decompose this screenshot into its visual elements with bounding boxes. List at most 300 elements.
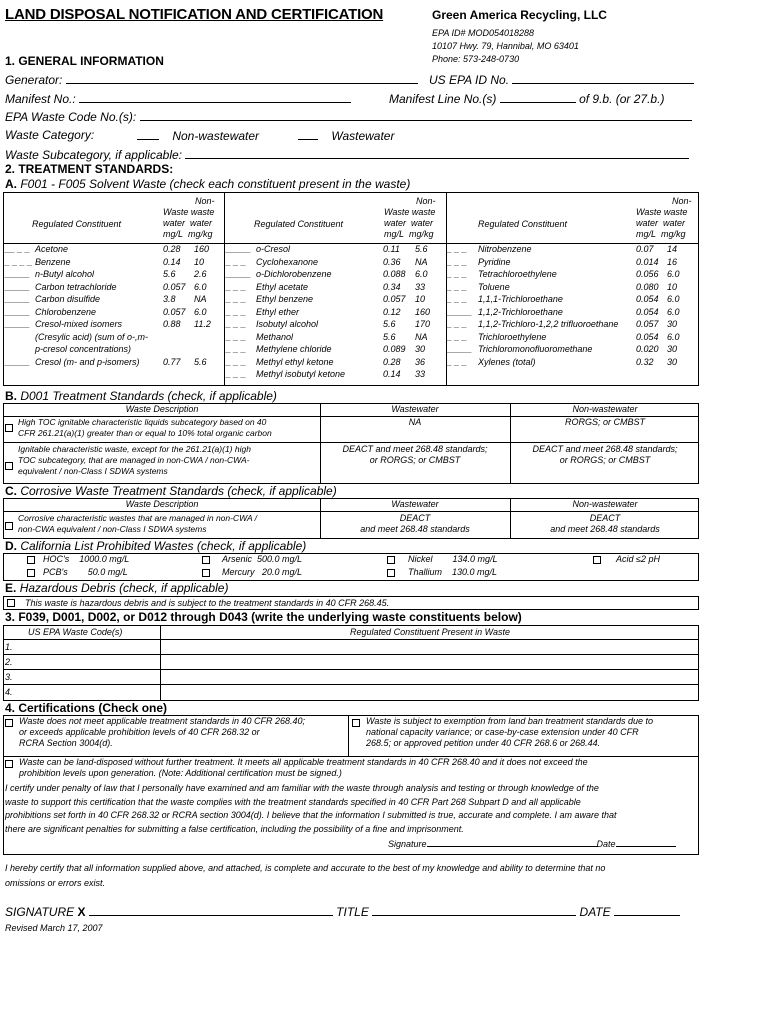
arsenic-value: 500.0 mg/L (257, 554, 303, 564)
table-divider (160, 626, 161, 700)
nonwastewater-value: 160 (194, 244, 210, 254)
acid-label: Acid ≤2 pH (616, 554, 660, 564)
hdr-non: Non- (416, 196, 436, 206)
c-desc-line: non-CWA equivalent / non-Class I SDWA systems (18, 524, 207, 534)
epa-id: EPA ID# MOD054018288 (432, 28, 535, 38)
nickel-label: Nickel (408, 554, 433, 564)
generator-row (5, 72, 425, 87)
nonwastewater-value: 33 (415, 369, 426, 379)
constituent-name: Cresol-mixed isomers (35, 319, 123, 329)
title-field[interactable] (372, 904, 576, 916)
general-heading: 1. GENERAL INFORMATION (5, 54, 164, 68)
company-address: 10107 Hwy. 79, Hannibal, MO 63401 (432, 41, 579, 51)
constituent-check-blank[interactable]: __ _ _ (5, 244, 31, 254)
constituent-name: (Cresylic acid) (sum of o-,m- (35, 331, 149, 342)
wastewater-value: 0.054 (636, 306, 659, 317)
hdr-water2: water (411, 218, 434, 228)
constituent-name: Benzene (35, 256, 71, 267)
constituent-check-blank[interactable]: _ _ _ (226, 281, 247, 292)
b-header-nww: Non-wastewater (572, 404, 638, 414)
company-phone: Phone: 573-248-0730 (432, 54, 520, 64)
subcategory-label: Waste Subcategory, if applicable: (5, 148, 182, 162)
cert2-line: national capacity variance; or case-by-case extension under 40 CFR (366, 727, 639, 737)
cert2-text (366, 716, 653, 749)
nonwastewater-value: NA (415, 331, 428, 342)
mercury-value: 20.0 mg/L (262, 567, 303, 577)
nickel-item (408, 553, 498, 566)
constituent-name: Toluene (478, 281, 510, 292)
nonwastewater-value: NA (194, 294, 207, 304)
company-name: Green America Recycling, LLC (432, 8, 607, 22)
treatment-heading: 2. TREATMENT STANDARDS: (5, 162, 174, 176)
constituent-name: Nitrobenzene (478, 244, 532, 254)
section-d-text: California List Prohibited Wastes (check, if applicable) (20, 539, 307, 553)
subcategory-field[interactable] (185, 147, 689, 159)
section-d-title (5, 539, 306, 553)
nonwastewater-value: 170 (415, 319, 431, 329)
manifest-no-field[interactable] (79, 91, 351, 103)
section-4-heading: 4. Certifications (Check one) (5, 701, 168, 715)
mercury-item (222, 566, 302, 579)
c-header-nww: Non-wastewater (572, 499, 638, 509)
section-e-label: E. (5, 581, 17, 595)
hdr-mgl: mg/L (163, 229, 184, 239)
thallium-checkbox[interactable] (387, 569, 395, 577)
wastewater-value: 0.36 (383, 256, 401, 267)
wastewater-value: 0.32 (636, 356, 654, 367)
constituent-check-blank[interactable]: _ _ _ (226, 256, 247, 267)
b-row2-nww-line: or RORGS; or CMBST (559, 455, 651, 465)
nonwastewater-value: 160 (415, 306, 431, 317)
nonwastewater-value: 30 (667, 356, 678, 367)
hdr-water: water (636, 218, 659, 228)
manifest-no-label: Manifest No.: (5, 92, 76, 106)
wastewater-label: Wastewater (331, 129, 395, 143)
pcbs-checkbox[interactable] (27, 569, 35, 577)
constituent-name: Carbon tetrachloride (35, 281, 117, 292)
constituent-name: Chlorobenzene (35, 306, 97, 317)
constituent-name: Trichloroethylene (478, 331, 547, 342)
constituent-name: Tetrachloroethylene (478, 269, 557, 279)
b-row1-desc-line: High TOC ignitable characteristic liquids subcategory based on 40 (18, 417, 267, 427)
waste-category-label: Waste Category: (5, 128, 95, 142)
hdr-waste2: waste (411, 207, 436, 217)
constituent-name: Carbon disulfide (35, 294, 101, 304)
nonwastewater-value: 30 (667, 319, 678, 329)
wastewater-value: 0.054 (636, 294, 659, 304)
nonwastewater-value: 16 (667, 256, 678, 267)
nonwastewater-value: 11.2 (194, 319, 211, 329)
hocs-value: 1000.0 mg/L (79, 554, 130, 564)
constituent-check-blank[interactable]: _ _ _ (226, 331, 247, 342)
revised-date: Revised March 17, 2007 (5, 923, 103, 933)
generator-field[interactable] (66, 72, 418, 84)
constituent-check-blank[interactable]: _ _ _ (226, 319, 247, 329)
b-row2-nww-line: DEACT and meet 268.48 standards; (532, 444, 678, 454)
pcbs-label: PCB's (43, 567, 68, 577)
section-3-heading: 3. F039, D001, D002, or D012 through D043 (write the underlying waste constituents below) (5, 610, 522, 624)
table-divider (348, 716, 349, 756)
s3-row-num: 2. (5, 657, 13, 667)
constituent-name: Methyl ethyl ketone (256, 356, 334, 367)
nonwastewater-value: 6.0 (667, 331, 680, 342)
nonwastewater-label: Non-wastewater (172, 129, 260, 143)
constituent-check-blank[interactable]: _ _ _ (447, 331, 468, 342)
constituent-name: Xylenes (total) (478, 356, 536, 367)
wastewater-value: 0.057 (163, 306, 186, 317)
constituent-check-blank[interactable]: _____ (447, 306, 473, 317)
constituent-check-blank[interactable]: _____ (226, 244, 252, 254)
b-row1-checkbox[interactable] (5, 424, 13, 432)
constituent-check-blank[interactable]: _____ (5, 294, 31, 304)
nonwastewater-value: NA (415, 256, 428, 267)
c-ww (320, 513, 510, 535)
wastewater-value: 0.014 (636, 256, 659, 267)
table-divider (4, 639, 698, 640)
footer-signature-row (5, 904, 680, 919)
wastewater-value: 0.080 (636, 281, 659, 292)
wastewater-value: 0.054 (636, 331, 659, 342)
signature-x-mark: X (77, 905, 86, 919)
cert2-checkbox[interactable] (352, 719, 360, 727)
nonwastewater-value: 2.6 (194, 269, 207, 279)
section-e-title (5, 581, 228, 595)
b-row1-desc (18, 417, 272, 439)
wastewater-value: 0.28 (163, 244, 181, 254)
constituent-check-blank[interactable]: _ _ _ (447, 356, 468, 367)
mercury-label: Mercury (222, 567, 255, 577)
nonwastewater-value: 6.0 (667, 306, 680, 317)
constituent-name: Cyclohexanone (256, 256, 319, 267)
hdr-waste2: waste (190, 207, 215, 217)
b-row2-desc-line: TOC subcategory, that are managed in non-CWA / non-CWA- (18, 455, 250, 465)
col-header-constituent: Regulated Constituent (254, 219, 344, 229)
cert3-line: Waste can be land-disposed without further treatment. It meets all applicable treatment standards in 40 CFR 268.40 and it does not exceed the (19, 757, 588, 767)
constituent-check-blank[interactable]: _ _ _ (226, 356, 247, 367)
hdr-non: Non- (672, 196, 692, 206)
cert1-text (19, 716, 305, 749)
wastewater-value: 0.057 (383, 294, 406, 304)
hdr-waste: Waste (384, 207, 410, 217)
s3-row-num: 3. (5, 672, 13, 682)
date-field[interactable] (614, 904, 680, 916)
nonwastewater-value: 10 (667, 281, 678, 292)
constituent-name: 1,1,1-Trichloroethane (478, 294, 563, 304)
constituent-check-blank[interactable]: _ _ _ (447, 269, 468, 279)
wastewater-value: 0.11 (383, 244, 400, 254)
b-row2-desc-line: Ignitable characteristic waste, except for the 261.21(a)(1) high (18, 444, 251, 454)
constituent-check-blank[interactable]: _ _ _ (447, 256, 468, 267)
constituent-name: Ethyl ether (256, 306, 300, 317)
hdr-water-row (384, 218, 444, 229)
col-header-constituent: Regulated Constituent (32, 219, 122, 229)
c-ww-line: DEACT (399, 513, 431, 523)
wastewater-value: 3.8 (163, 294, 176, 304)
col-header-units (384, 196, 444, 240)
wastewater-value: 0.88 (163, 319, 181, 329)
constituent-check-blank[interactable]: _ _ _ (447, 281, 468, 292)
wastewater-value: 0.14 (163, 256, 181, 267)
pcbs-value: 50.0 mg/L (87, 567, 128, 577)
hocs-label: HOC's (43, 554, 70, 564)
signature-field[interactable] (89, 904, 333, 916)
final-cert-line: I hereby certify that all information supplied above, and attached, is complete and accurate to the best of my knowledge and ability to determine that no (5, 863, 606, 873)
b-row2-ww-line: or RORGS; or CMBST (369, 455, 461, 465)
section-c-text: Corrosive Waste Treatment Standards (check, if applicable) (20, 484, 337, 498)
hdr-mgkg: mg/kg (409, 229, 434, 239)
cert1-line: Waste does not meet applicable treatment standards in 40 CFR 268.40; (19, 716, 305, 726)
wastewater-blank[interactable] (298, 128, 318, 140)
hdr-water-row (636, 218, 700, 229)
c-nww-line: DEACT (589, 513, 621, 523)
hdr-water: water (384, 218, 407, 228)
c-nww-line: and meet 268.48 standards (550, 524, 660, 534)
hdr-mgkg: mg/kg (188, 229, 213, 239)
c-nww (510, 513, 700, 535)
constituent-check-blank[interactable]: _____ (5, 306, 31, 317)
constituent-name: p-cresol concentrations) (35, 344, 132, 354)
constituent-name: Ethyl benzene (256, 294, 314, 304)
table-divider (4, 654, 698, 655)
us-epa-id-label: US EPA ID No. (429, 73, 510, 87)
constituent-name: Ethyl acetate (256, 281, 309, 292)
wastewater-value: 0.088 (383, 269, 406, 279)
wastewater-value: 0.34 (383, 281, 401, 292)
nonwastewater-value: 5.6 (194, 356, 207, 367)
hdr-water: water (163, 218, 186, 228)
subcategory-row (5, 147, 689, 162)
table-divider (4, 442, 698, 443)
waste-code-label: EPA Waste Code No.(s): (5, 110, 137, 124)
constituent-name: Isobutyl alcohol (256, 319, 319, 329)
debris-checkbox[interactable] (7, 599, 15, 607)
generator-label: Generator: (5, 73, 63, 87)
constituent-check-blank[interactable]: _ _ _ (447, 244, 468, 254)
wastewater-option[interactable] (298, 128, 394, 143)
constituent-check-blank[interactable]: _ _ _ (226, 294, 247, 304)
wastewater-value: 0.056 (636, 269, 659, 279)
hdr-non: Non- (195, 196, 215, 206)
nonwastewater-value: 6.0 (667, 269, 680, 279)
constituent-name: o-Cresol (256, 244, 291, 254)
b-row2-ww-line: DEACT and meet 268.48 standards; (342, 444, 488, 454)
section-a-title (5, 177, 410, 191)
constituent-name: Cresol (m- and p-isomers) (35, 356, 140, 367)
company-info (432, 27, 579, 66)
b-row2-ww (320, 444, 510, 466)
nonwastewater-value: 30 (667, 344, 678, 354)
acid-checkbox[interactable] (593, 556, 601, 564)
statement-line: I certify under penalty of law that I personally have examined and am familiar with the waste through analysis and testing or through knowledge of the (5, 783, 599, 793)
constituent-name: 1,1,2-Trichloroethane (478, 306, 563, 317)
constituent-check-blank[interactable]: _____ (5, 281, 31, 292)
section-c-title (5, 484, 337, 498)
constituent-check-blank[interactable]: _____ (447, 344, 473, 354)
table-divider (4, 511, 698, 512)
hdr-waste-row (163, 207, 223, 218)
constituent-check-blank[interactable]: _ _ _ (226, 344, 247, 354)
hdr-waste-row (636, 207, 700, 218)
wastewater-value: 0.28 (383, 356, 401, 367)
b-row1-nww: RORGS; or CMBST (564, 417, 645, 427)
arsenic-checkbox[interactable] (202, 556, 210, 564)
thallium-label: Thallium (408, 567, 443, 577)
constituent-check-blank[interactable]: _ _ _ (447, 294, 468, 304)
manifest-line-suffix: of 9.b. (or 27.b.) (579, 92, 665, 106)
document-title: LAND DISPOSAL NOTIFICATION AND CERTIFICATION (5, 6, 384, 23)
constituent-name: Acetone (35, 244, 69, 254)
nickel-checkbox[interactable] (387, 556, 395, 564)
hdr-waste: Waste (636, 207, 662, 217)
us-epa-id-field[interactable] (512, 72, 694, 84)
constituent-check-blank[interactable]: _____ (5, 319, 31, 329)
section-b-label: B. (5, 389, 17, 403)
s3-row-num: 1. (5, 642, 13, 652)
constituent-check-blank[interactable]: _____ (5, 356, 31, 367)
c-header-ww: Wastewater (391, 499, 439, 509)
statement-line: there are significant penalties for submitting a false certification, including the possibility of a fine and imprisonment. (5, 823, 464, 834)
hdr-mgl: mg/L (636, 229, 657, 239)
b-row2-desc (18, 444, 251, 477)
hdr-waste: Waste (163, 207, 189, 217)
cert-date-label: Date (596, 839, 616, 849)
b-header-desc: Waste Description (125, 404, 199, 414)
hdr-mgkg: mg/kg (661, 229, 686, 239)
wastewater-value: 0.057 (636, 319, 659, 329)
nonwastewater-value: 36 (415, 356, 426, 367)
wastewater-value: 5.6 (163, 269, 176, 279)
table-divider (224, 193, 225, 385)
section-a-label: A. (5, 177, 17, 191)
manifest-line-row (389, 91, 664, 106)
nonwastewater-value: 6.0 (194, 281, 207, 292)
c-desc (18, 513, 257, 535)
cert3-checkbox[interactable] (5, 760, 13, 768)
b-row2-nww (510, 444, 700, 466)
constituent-check-blank[interactable]: _ _ _ _ (5, 256, 33, 267)
thallium-value: 130.0 mg/L (452, 567, 498, 577)
constituent-check-blank[interactable]: _____ (5, 269, 31, 279)
c-checkbox[interactable] (5, 522, 13, 530)
nonwastewater-value: 30 (415, 344, 426, 354)
s3-header-codes: US EPA Waste Code(s) (28, 627, 123, 637)
hdr-water2: water (190, 218, 213, 228)
section-b-text: D001 Treatment Standards (check, if applicable) (20, 389, 277, 403)
waste-code-row (5, 109, 692, 124)
nonwastewater-value: 33 (415, 281, 426, 292)
manifest-line-field[interactable] (500, 91, 576, 103)
final-certification (5, 861, 605, 891)
constituent-name: Methyl isobutyl ketone (256, 369, 346, 379)
title-label: TITLE (336, 905, 369, 919)
nonwastewater-value: 5.6 (415, 244, 428, 254)
wastewater-value: 0.057 (163, 281, 186, 292)
debris-text: This waste is hazardous debris and is subject to the treatment standards in 40 CFR 268.45. (25, 598, 390, 608)
nonwastewater-value: 6.0 (194, 306, 207, 317)
constituent-name: Trichloromonofluoromethane (478, 344, 593, 354)
s3-header-constituent: Regulated Constituent Present in Waste (350, 627, 510, 637)
b-row1-desc-line: CFR 261.21(a)(1) greater than or equal to 10% total organic carbon (18, 428, 272, 438)
arsenic-label: Arsenic (222, 554, 253, 564)
hocs-checkbox[interactable] (27, 556, 35, 564)
constituent-name: Methanol (256, 331, 294, 342)
cert-signature-field[interactable] (427, 837, 597, 847)
cert3-line: prohibition levels upon generation. (Note: Additional certification must be signed.) (19, 768, 342, 778)
constituent-check-blank[interactable]: _ _ _ (226, 306, 247, 317)
hdr-unit-row (163, 229, 223, 240)
nonwastewater-value: 10 (415, 294, 426, 304)
constituent-check-blank[interactable]: _____ (226, 269, 252, 279)
b-row2-checkbox[interactable] (5, 462, 13, 470)
wastewater-value: 0.77 (163, 356, 181, 367)
constituent-check-blank[interactable]: _ _ _ (226, 369, 247, 379)
hdr-unit-row (636, 229, 700, 240)
hdr-mgl: mg/L (384, 229, 405, 239)
cert-date-field[interactable] (616, 837, 676, 847)
cert-signature-label: Signature (388, 839, 427, 849)
table-divider (4, 669, 698, 670)
b-row2-desc-line: equivalent / non-Class I SDWA systems (18, 466, 168, 476)
manifest-row (5, 91, 351, 106)
final-cert-line: omissions or errors exist. (5, 878, 106, 888)
thallium-item (408, 566, 497, 579)
hdr-water2: water (663, 218, 686, 228)
wastewater-value: 0.089 (383, 344, 406, 354)
nickel-value: 134.0 mg/L (452, 554, 498, 564)
cert2-line: 268.5; or approved petition under 40 CFR 268.6 or 268.44. (366, 738, 601, 748)
section-c-label: C. (5, 484, 17, 498)
constituent-name: 1,1,2-Trichloro-1,2,2 trifluoroethane (478, 319, 619, 329)
arsenic-item (222, 553, 302, 566)
hdr-water-row (163, 218, 223, 229)
cert1-line: RCRA Section 3004(d). (19, 738, 113, 748)
c-desc-line: Corrosive characteristic wastes that are managed in non-CWA / (18, 513, 258, 523)
nonwastewater-value: 6.0 (667, 294, 680, 304)
b-header-ww: Wastewater (391, 404, 439, 414)
cert2-line: Waste is subject to exemption from land ban treatment standards due to (366, 716, 653, 726)
col-header-units (163, 196, 223, 240)
wastewater-value: 0.07 (636, 244, 654, 254)
hocs-item (43, 553, 129, 566)
waste-code-field[interactable] (140, 109, 692, 121)
constituent-name: n-Butyl alcohol (35, 269, 95, 279)
constituent-check-blank[interactable]: _ _ _ (447, 319, 468, 329)
epa-id-row (429, 72, 694, 87)
constituent-name: Methylene chloride (256, 344, 332, 354)
table-divider (4, 684, 698, 685)
statement-line: prohibitions set forth in 40 CFR 268.32 or RCRA section 3004(d). I believe that the information I submitted is true, accurate and complete. I am aware that (5, 810, 617, 820)
nonwastewater-option[interactable] (137, 128, 259, 143)
hdr-unit-row (384, 229, 444, 240)
cert1-checkbox[interactable] (5, 719, 13, 727)
date-label: DATE (579, 905, 611, 919)
wastewater-value: 0.14 (383, 369, 401, 379)
constituent-name: Pyridine (478, 256, 511, 267)
c-header-desc: Waste Description (125, 499, 199, 509)
mercury-checkbox[interactable] (202, 569, 210, 577)
col-header-constituent: Regulated Constituent (478, 219, 568, 229)
cert-signature-row (388, 837, 676, 849)
cert3-text (19, 757, 588, 779)
signature-label: SIGNATURE (5, 905, 75, 919)
nonwastewater-value: 14 (667, 244, 678, 254)
col-header-units (636, 196, 700, 240)
nonwastewater-blank[interactable] (137, 128, 159, 140)
statement-line: waste to support this certification that the waste complies with the treatment standards specified in 40 CFR Part 268 Subpart D and all applicable (5, 796, 581, 807)
wastewater-value: 5.6 (383, 331, 396, 342)
section-d-label: D. (5, 539, 17, 553)
section-b-title (5, 389, 277, 403)
